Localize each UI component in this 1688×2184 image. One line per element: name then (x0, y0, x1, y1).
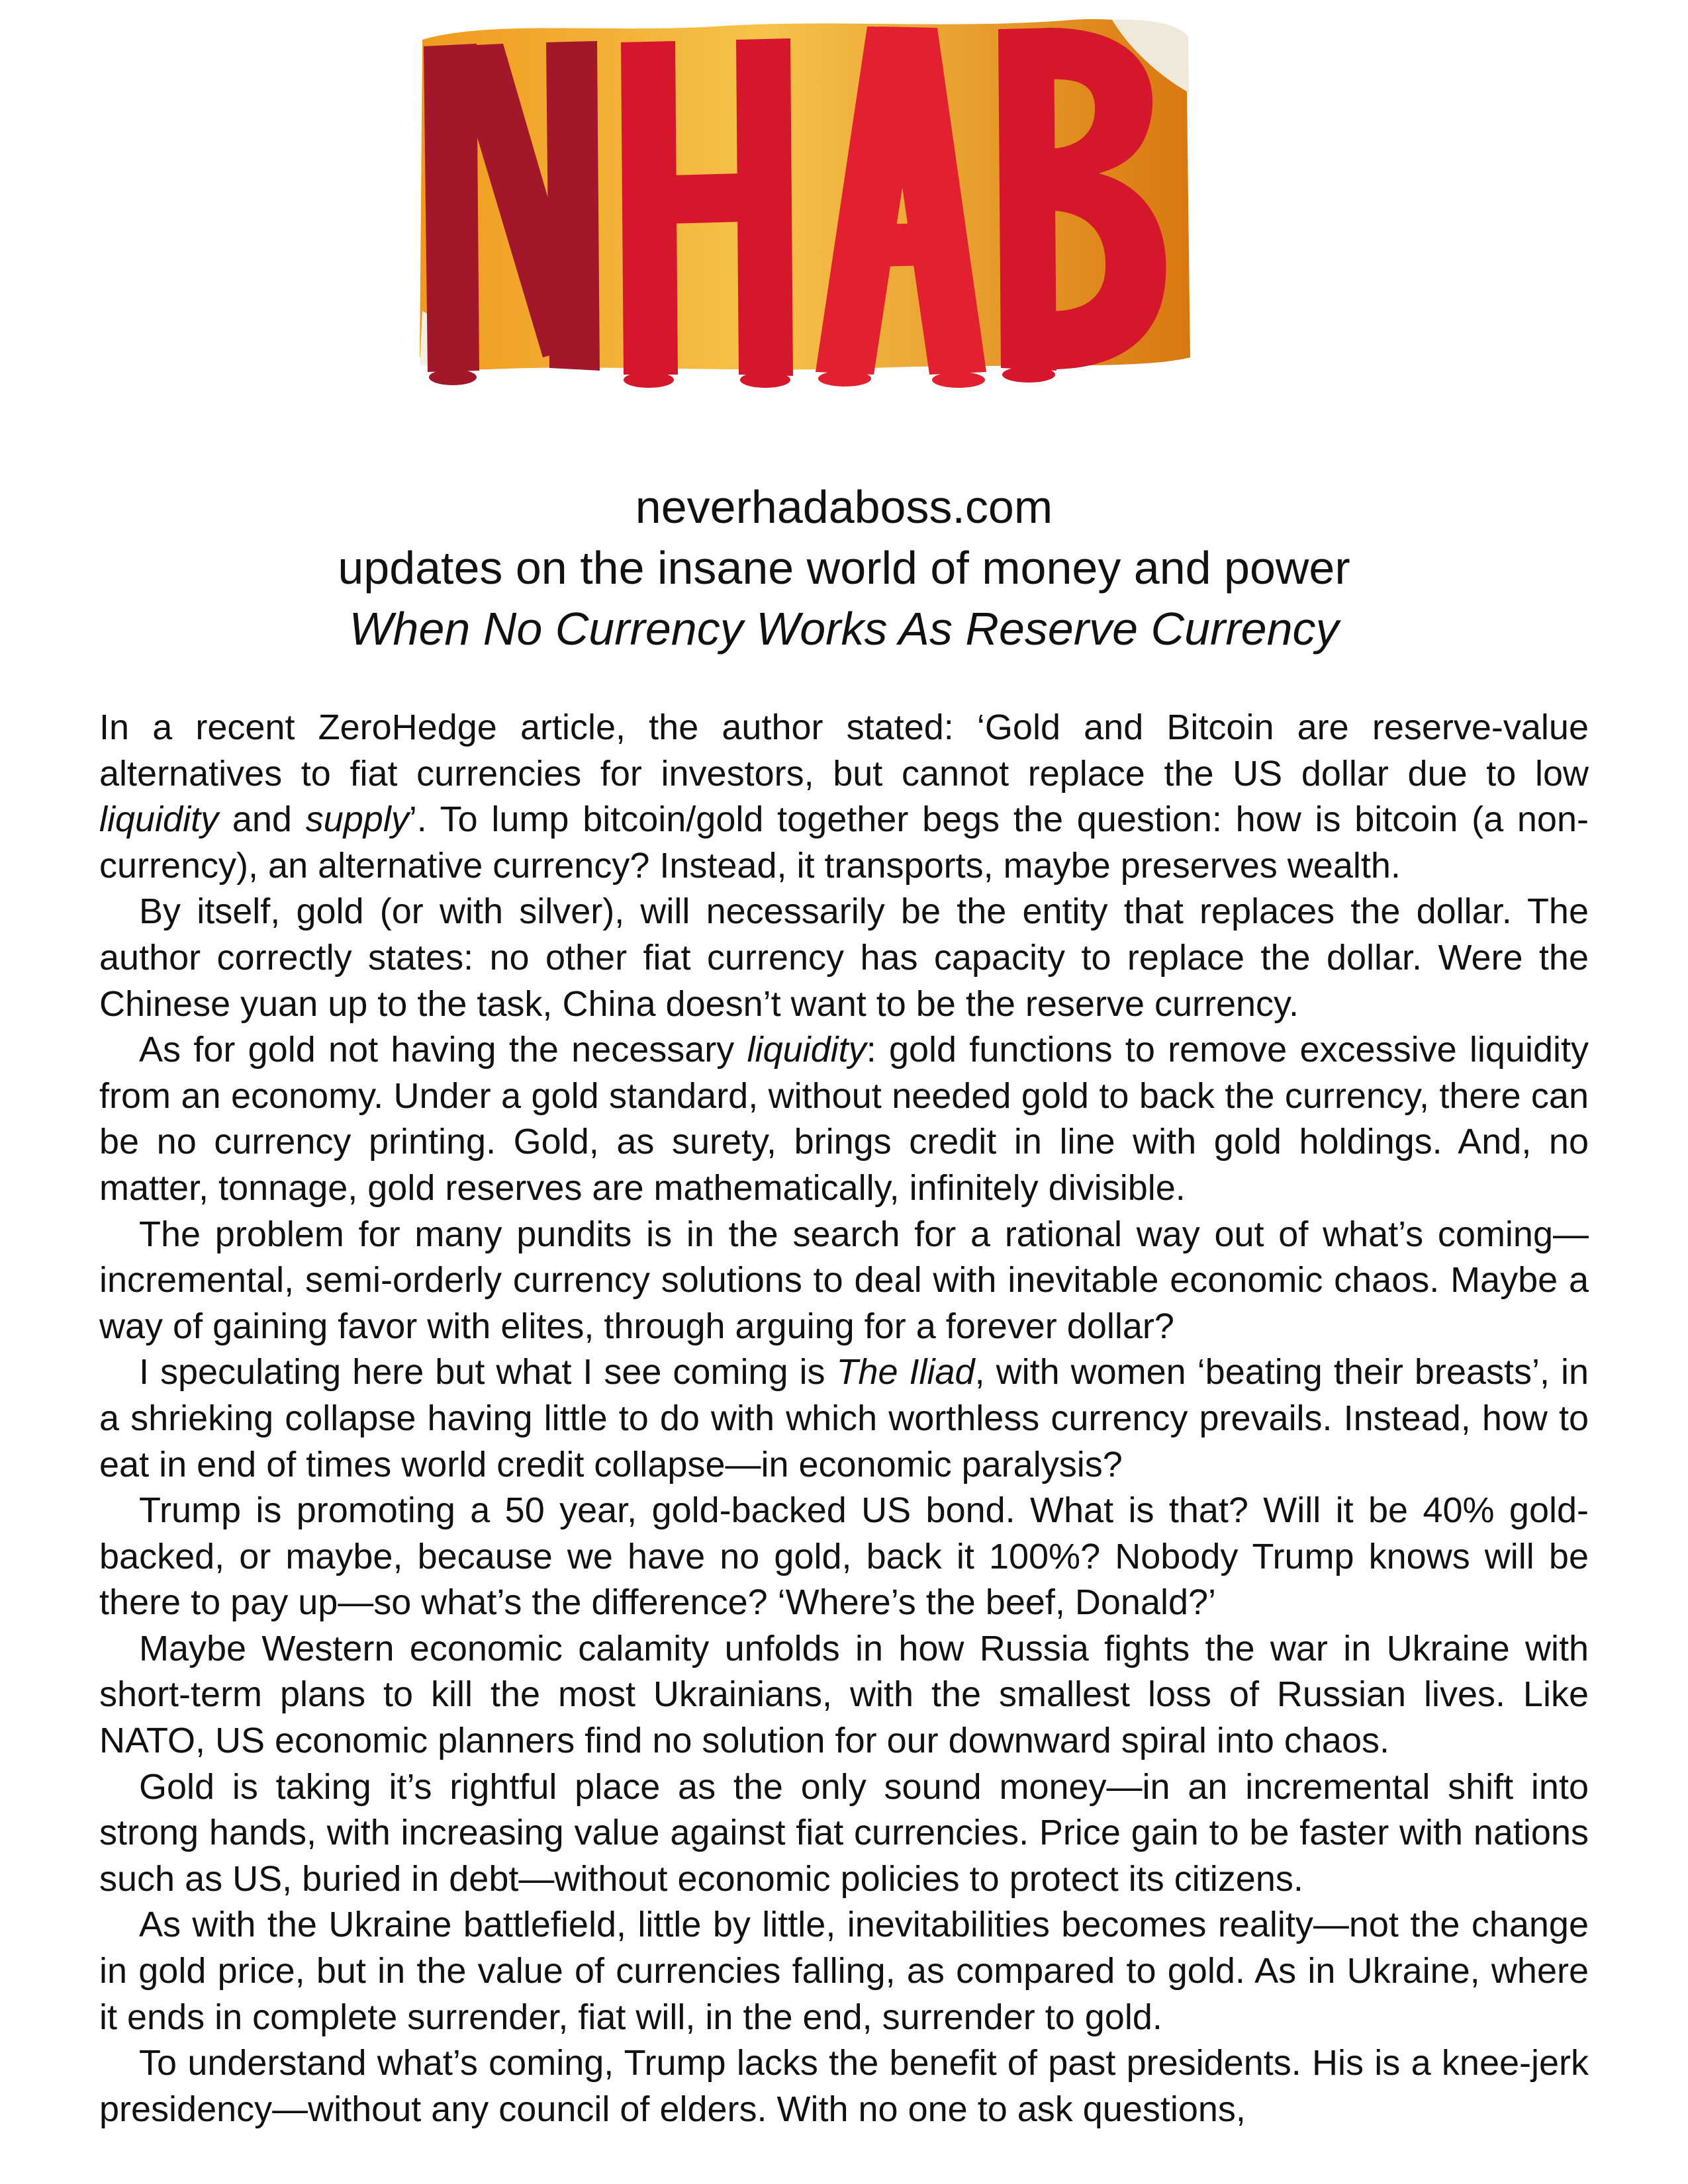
logo-letter-b (998, 28, 1166, 371)
paragraph-8: Gold is taking it’s rightful place as the only sound money—in an incremental shift into strong hands, with increasing value against fiat currencies. Price gain to be faster with nations such as US, buried in debt—without economic policies to protect its citizens. (99, 1766, 1589, 1899)
paragraph-3-text-a: As for gold not having the necessary (139, 1030, 747, 1070)
paragraph-1-text-c: ’. To lump bitcoin/gold together begs the question: how is bitcoin (a non-currency), an alternative currency? Instead, it transports, maybe preserves wealth. (99, 799, 1589, 886)
site-logo (410, 0, 1198, 397)
paragraph-5-text-a: I speculating here but what I see coming is (139, 1352, 837, 1392)
paragraph-4: The problem for many pundits is in the search for a rational way out of what’s coming—incremental, semi-orderly currency solutions to deal with inevitable economic chaos. Maybe a way of gaining favor with elites, through arguing for a forever dollar? (99, 1214, 1589, 1346)
site-tagline: updates on the insane world of money and power (338, 542, 1350, 594)
paragraph-5 (99, 1349, 1589, 1488)
paragraph-5-text-b: , with women ‘beating their breasts’, in a shrieking collapse having little to do with which worthless currency prevails. Instead, how to eat in end of times world credit collapse—in economic paralysis? (99, 1352, 1589, 1484)
site-url: neverhadaboss.com (635, 481, 1053, 533)
paragraph-9: As with the Ukraine battlefield, little by little, inevitabilities becomes reality—not the change in gold price, but in the value of currencies falling, as compared to gold. As in Ukraine, where it ends in complete surrender, fiat will, in the end, surrender to gold. (99, 1905, 1589, 2037)
paragraph-1 (99, 705, 1589, 889)
paragraph-3-emphasis-liquidity: liquidity (747, 1030, 867, 1070)
paragraph-7: Maybe Western economic calamity unfolds in how Russia fights the war in Ukraine with short-term plans to kill the most Ukrainians, with the smallest loss of Russian lives. Like NATO, US economic planners find no solution for our downward spiral into chaos. (99, 1628, 1589, 1761)
paragraph-3 (99, 1027, 1589, 1211)
paragraph-1-emphasis-supply: supply (305, 799, 409, 840)
page-header (0, 477, 1688, 659)
paragraph-1-text-b: and (218, 799, 306, 840)
paragraph-3-text-b: : gold functions to remove excessive liquidity from an economy. Under a gold standard, without needed gold to back the currency, there can be no currency printing. Gold, as surety, brings credit in line with gold holdings. And, no matter, tonnage, gold reserves are mathematically, infinitely divisible. (99, 1030, 1589, 1208)
paragraph-6: Trump is promoting a 50 year, gold-backed US bond. What is that? Will it be 40% gold-backed, or maybe, because we have no gold, back it 100%? Nobody Trump knows will be there to pay up—so what’s the difference? ‘Where’s the beef, Donald?’ (99, 1490, 1589, 1623)
article-title: When No Currency Works As Reserve Currency (349, 603, 1339, 655)
paragraph-1-emphasis-liquidity: liquidity (99, 799, 219, 840)
paragraph-10: To understand what’s coming, Trump lacks the benefit of past presidents. His is a knee-jerk presidency—without any council of elders. With no one to ask questions, (99, 2043, 1589, 2129)
paragraph-5-emphasis-iliad: The Iliad (836, 1352, 975, 1392)
paragraph-2: By itself, gold (or with silver), will necessarily be the entity that replaces the dollar. The author correctly states: no other fiat currency has capacity to replace the dollar. Were the Chinese yuan up to the task, China doesn’t want to be the reserve currency. (99, 891, 1589, 1024)
nhab-logo-graphic (410, 0, 1198, 397)
paragraph-1-text-a: In a recent ZeroHedge article, the author stated: ‘Gold and Bitcoin are reserve-value alternatives to fiat currencies for investors, but cannot replace the US dollar due to low (99, 707, 1589, 794)
article-body (99, 705, 1589, 2132)
